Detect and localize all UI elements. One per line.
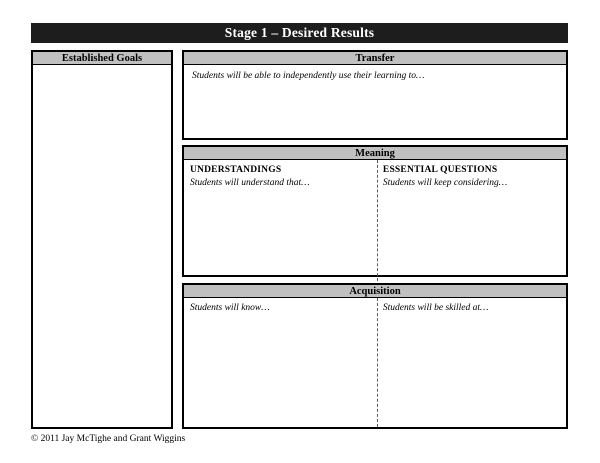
meaning-writing-area (184, 160, 566, 275)
skills-column[interactable] (377, 298, 566, 427)
meaning-section (182, 145, 568, 277)
understandings-prompt: Students will understand that… (190, 178, 310, 188)
skills-prompt: Students will be skilled at… (382, 303, 489, 313)
transfer-writing-area[interactable] (184, 65, 566, 138)
transfer-heading: Transfer (184, 52, 566, 65)
essential-questions-column[interactable] (377, 160, 566, 275)
acquisition-heading: Acquisition (184, 285, 566, 298)
acquisition-column-divider (377, 298, 378, 427)
meaning-column-divider (377, 160, 378, 281)
transfer-section (182, 50, 568, 140)
essential-questions-heading: ESSENTIAL QUESTIONS (382, 165, 498, 175)
understandings-column[interactable] (184, 160, 377, 275)
knowledge-column[interactable] (184, 298, 377, 427)
acquisition-section (182, 283, 568, 429)
stage-title-bar: Stage 1 – Desired Results (31, 23, 568, 43)
established-goals-section (31, 50, 173, 429)
essential-questions-prompt: Students will keep considering… (382, 178, 508, 188)
established-goals-writing-area[interactable] (33, 65, 171, 427)
established-goals-heading: Established Goals (33, 52, 171, 65)
knowledge-prompt: Students will know… (190, 303, 270, 313)
acquisition-writing-area (184, 298, 566, 427)
copyright-footer: © 2011 Jay McTighe and Grant Wiggins (31, 434, 186, 444)
meaning-heading: Meaning (184, 147, 566, 160)
understandings-heading: UNDERSTANDINGS (190, 165, 282, 175)
established-goals-body-text (33, 65, 171, 70)
transfer-prompt: Students will be able to independently use their learning to… (192, 71, 425, 81)
